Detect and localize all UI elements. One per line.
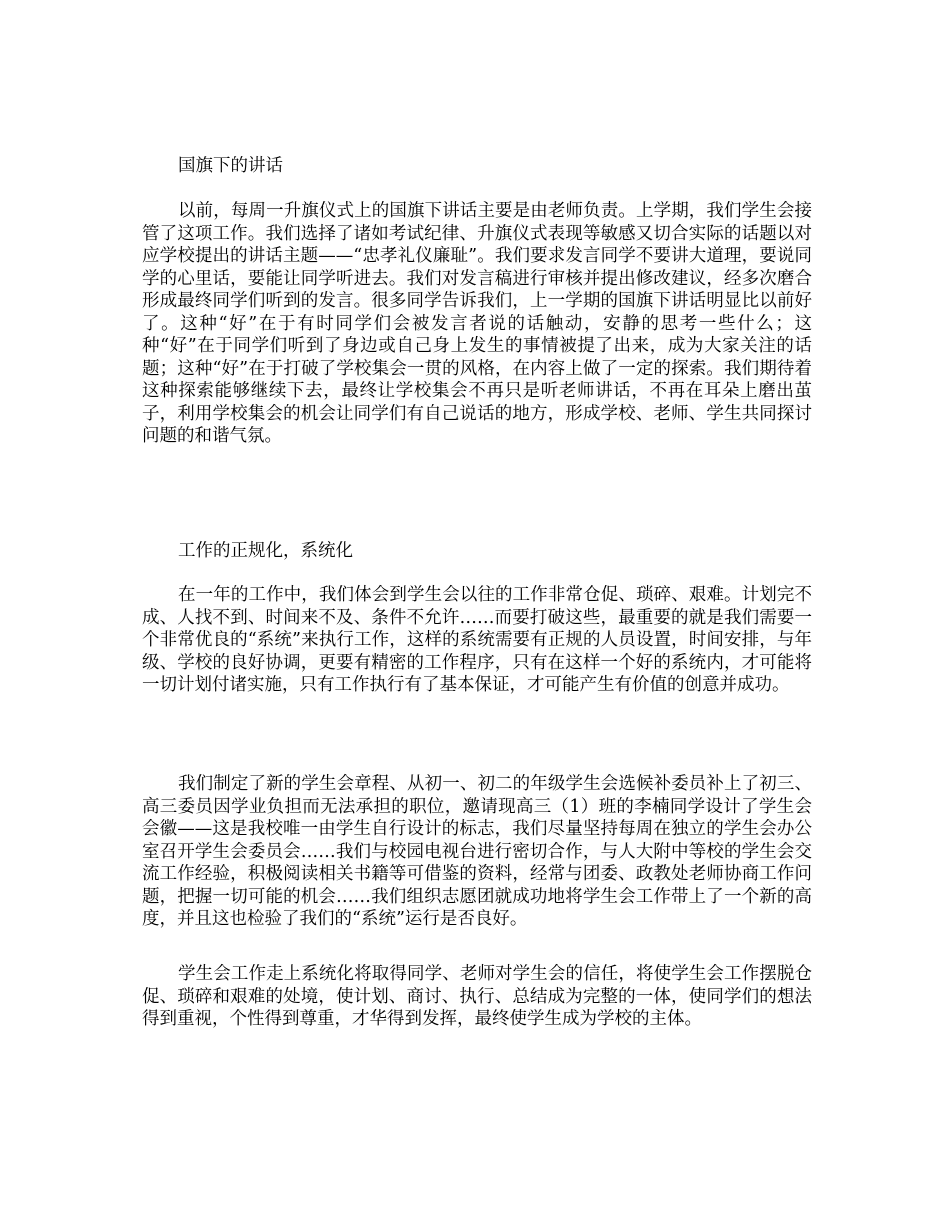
section-heading-flag-speech: 国旗下的讲话	[178, 156, 283, 176]
paragraph-systematization-intro: 在一年的工作中，我们体会到学生会以往的工作非常仓促、琐碎、艰难。计划完不成、人找不到、时间来不及、条件不允许……而要打破这些，最重要的就是我们需要一个非常优良的“系统”来执行工作，这样的系统需要有正规的人员设置，时间安排，与年级、学校的良好协调，更要有精密的工作程序，只有在这样一个好的系统内，才可能将一切计划付诸实施，只有工作执行有了基本保证，才可能产生有价值的创意并成功。	[142, 585, 812, 695]
paragraph-flag-speech: 以前，每周一升旗仪式上的国旗下讲话主要是由老师负责。上学期，我们学生会接管了这项工作。我们选择了诸如考试纪律、升旗仪式表现等敏感又切合实际的话题以对应学校提出的讲话主题——“忠孝礼仪廉耻”。我们要求发言同学不要讲大道理，要说同学的心里话，要能让同学听进去。我们对发言稿进行审核并提出修改建议，经多次磨合形成最终同学们听到的发言。很多同学告诉我们，上一学期的国旗下讲话明显比以前好了。这种“好”在于有时同学们会被发言者说的话触动，安静的思考一些什么；这种“好”在于同学们听到了身边或自己身上发生的事情被提了出来，成为大家关注的话题；这种“好”在于打破了学校集会一贯的风格，在内容上做了一定的探索。我们期待着这种探索能够继续下去，最终让学校集会不再只是听老师讲话，不再在耳朵上磨出茧子，利用学校集会的机会让同学们有自己说话的地方，形成学校、老师、学生共同探讨问题的和谐气氛。	[142, 201, 812, 446]
section-heading-systematization: 工作的正规化，系统化	[178, 541, 353, 561]
paragraph-systematization-measures: 我们制定了新的学生会章程、从初一、初二的年级学生会选候补委员补上了初三、高三委员因学业负担而无法承担的职位，邀请现高三（1）班的李楠同学设计了学生会会徽——这是我校唯一由学生自行设计的标志，我们尽量坚持每周在独立的学生会办公室召开学生会委员会……我们与校园电视台进行密切合作，与人大附中等校的学生会交流工作经验，积极阅读相关书籍等可借鉴的资料，经常与团委、政教处老师协商工作问题，把握一切可能的机会……我们组织志愿团就成功地将学生会工作带上了一个新的高度，并且这也检验了我们的“系统”运行是否良好。	[142, 774, 812, 929]
paragraph-systematization-conclusion: 学生会工作走上系统化将取得同学、老师对学生会的信任，将使学生会工作摆脱仓促、琐碎和艰难的处境，使计划、商讨、执行、总结成为完整的一体，使同学们的想法得到重视，个性得到尊重，才华得到发挥，最终使学生成为学校的主体。	[142, 964, 812, 1029]
